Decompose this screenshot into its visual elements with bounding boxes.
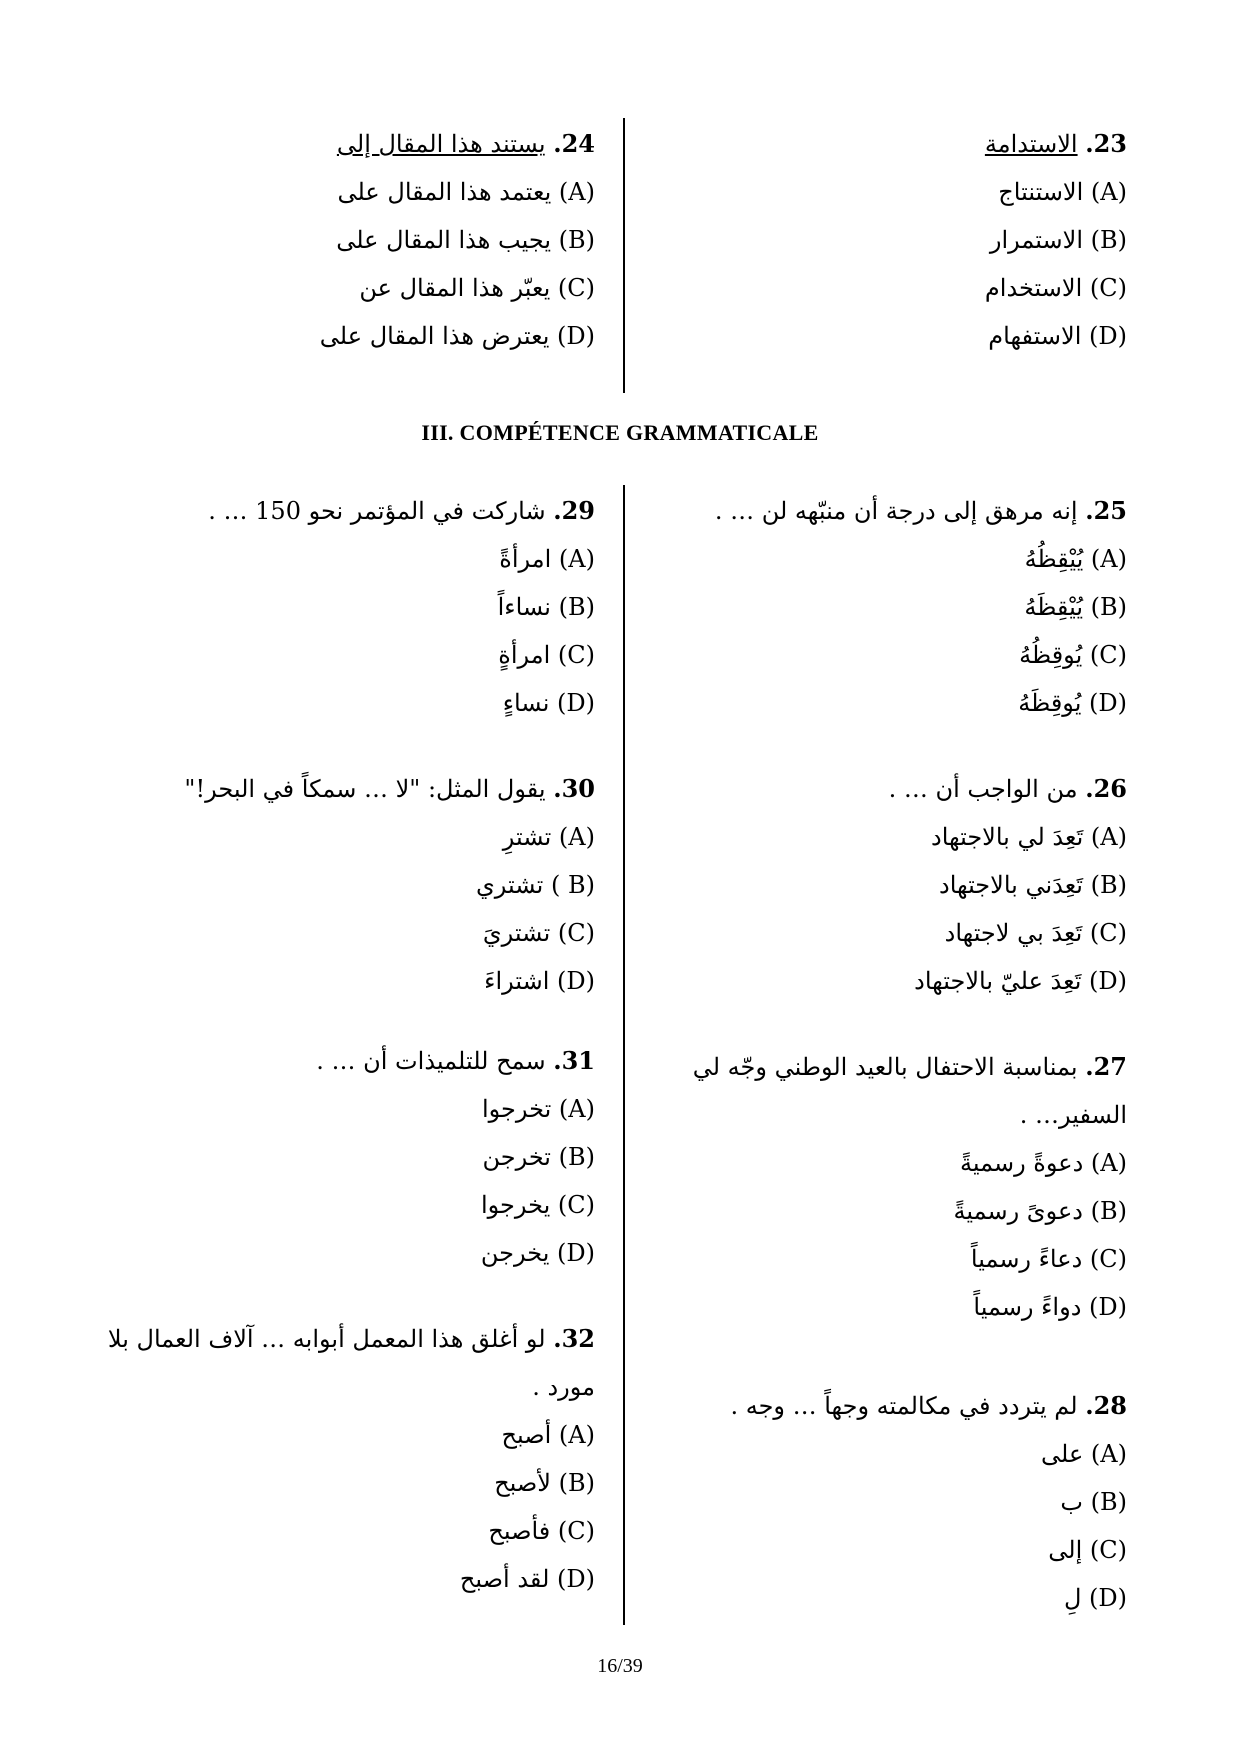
question-number: 29. [553,496,595,525]
option-d: (D) دواءً رسمياً [973,1293,1127,1321]
question-stem: يستند هذا المقال إلى [336,130,546,158]
question-31 [75,1037,595,1277]
option-b: (B) نساءاً [497,593,595,621]
page-number: 16/39 [597,1655,643,1677]
option-c: (C) امرأةٍ [498,641,595,669]
question-29 [75,487,595,727]
question-number: 24. [553,129,595,158]
column-divider-bottom [623,485,625,1625]
option-a: (A) على [1041,1440,1127,1468]
option-d: (D) نساءٍ [502,689,595,717]
option-c: (C) إلى [1048,1536,1127,1564]
option-c: (C) تشتريَ [482,919,595,947]
question-number: 27. [1085,1052,1127,1081]
question-27 [627,1043,1127,1331]
question-25 [627,487,1127,727]
option-a: (A) تَعِدَ لي بالاجتهاد [931,823,1127,851]
option-b: (B) تخرجن [482,1143,595,1171]
option-b: (B) ب [1060,1488,1127,1516]
option-d: (D) الاستفهام [988,322,1127,350]
option-b: (B ) تشتري [476,871,595,899]
option-c: (C) تَعِدَ بي لاجتهاد [944,919,1127,947]
question-32 [75,1315,595,1603]
question-26 [627,765,1127,1005]
option-d: (D) تَعِدَ عليّ بالاجتهاد [914,967,1127,995]
option-c: (C) يخرجوا [480,1191,595,1219]
option-a: (A) يُيْقِظُهُ [1024,545,1127,573]
option-c: (C) الاستخدام [984,274,1127,302]
question-stem: يقول المثل: "لا … سمكاً في البحر!" [184,775,546,803]
option-a: (A) تشترِ [502,823,595,851]
option-c: (C) يعبّر هذا المقال عن [359,274,595,302]
question-stem: شاركت في المؤتمر نحو 150 … . [208,497,546,525]
option-b: (B) يُيْقِظَهُ [1024,593,1127,621]
option-a: (A) تخرجوا [481,1095,595,1123]
option-c: (C) يُوقِظُهُ [1019,641,1127,669]
question-stem: إنه مرهق إلى درجة أن منبّهه لن … . [714,497,1078,525]
question-stem: الاستدامة [984,130,1078,158]
question-stem: من الواجب أن … . [888,775,1078,803]
option-a: (A) يعتمد هذا المقال على [337,178,595,206]
option-d: (D) اشتراءَ [484,967,595,995]
question-stem: بمناسبة الاحتفال بالعيد الوطني وجّه لي السفير… . [692,1053,1127,1129]
question-number: 26. [1085,774,1127,803]
option-b: (B) يجيب هذا المقال على [336,226,595,254]
column-divider-top [623,118,625,393]
question-number: 28. [1085,1391,1127,1420]
question-number: 31. [553,1046,595,1075]
option-b: (B) دعوىً رسميةً [953,1197,1127,1225]
question-number: 25. [1085,496,1127,525]
section-title: III. COMPÉTENCE GRAMMATICALE [421,420,819,445]
option-d: (D) لِ [1063,1584,1127,1612]
question-number: 30. [553,774,595,803]
option-b: (B) تَعِدَني بالاجتهاد [939,871,1127,899]
question-23 [627,120,1127,360]
question-24 [75,120,595,360]
question-30 [75,765,595,1005]
option-c: (C) فأصبح [488,1517,595,1545]
option-d: (D) يعترض هذا المقال على [319,322,595,350]
option-d: (D) لقد أصبح [459,1565,595,1593]
option-a: (A) دعوةً رسميةً [959,1149,1127,1177]
question-number: 32. [553,1324,595,1353]
question-number: 23. [1085,129,1127,158]
question-stem: لو أغلق هذا المعمل أبوابه … آلاف العمال بلا مورد . [107,1325,595,1401]
option-a: (A) أصبح [501,1421,595,1449]
option-a: (A) الاستنتاج [998,178,1127,206]
option-d: (D) يخرجن [480,1239,595,1267]
option-a: (A) امرأةً [499,545,595,573]
question-28 [627,1382,1127,1622]
option-b: (B) الاستمرار [989,226,1127,254]
question-stem: لم يتردد في مكالمته وجهاً … وجه . [730,1392,1078,1420]
option-c: (C) دعاءً رسمياً [970,1245,1127,1273]
option-d: (D) يُوقِظَهُ [1018,689,1127,717]
option-b: (B) لأصبح [494,1469,595,1497]
question-stem: سمح للتلميذات أن … . [316,1047,546,1075]
